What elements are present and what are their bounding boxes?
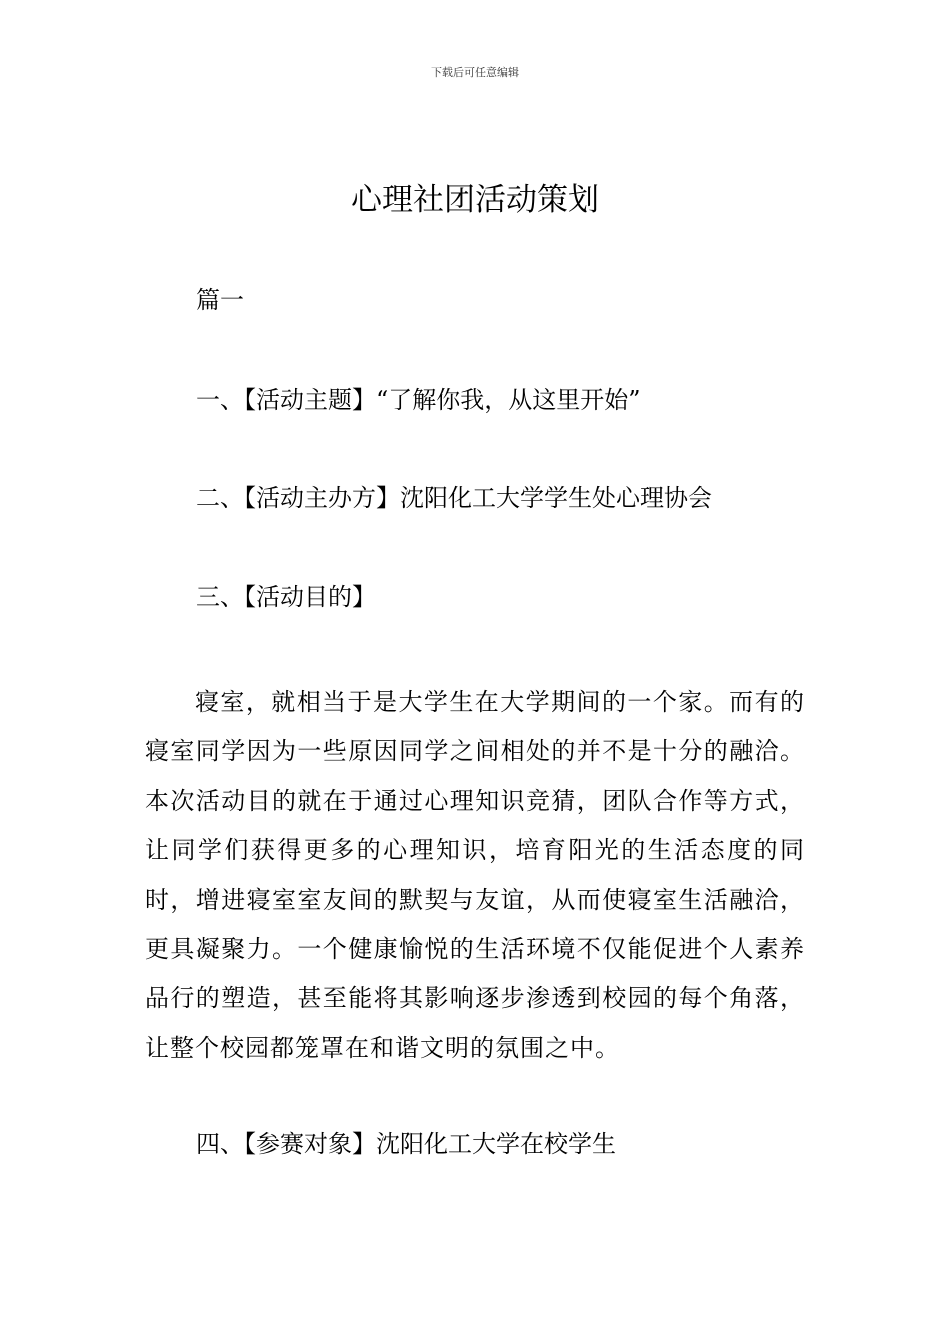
- section-theme: 一、【活动主题】“了解你我，从这里开始”: [196, 386, 641, 414]
- part-label: 篇一: [196, 286, 244, 314]
- page-header-note: 下载后可任意编辑: [431, 66, 519, 79]
- section-participants: 四、【参赛对象】沈阳化工大学在校学生: [196, 1130, 616, 1158]
- document-title: 心理社团活动策划: [351, 182, 599, 218]
- section-organizer: 二、【活动主办方】沈阳化工大学学生处心理协会: [196, 484, 712, 512]
- purpose-paragraph: 寝室，就相当于是大学生在大学期间的一个家。而有的寝室同学因为一些原因同学之间相处的并不是十分的融洽。本次活动目的就在于通过心理知识竞猜，团队合作等方式，让同学们获得更多的心理知识，培育阳光的生活态度的同时，增进寝室室友间的默契与友谊，从而使寝室生活融洽，更具凝聚力。一个健康愉悦的生活环境不仅能促进个人素养品行的塑造，甚至能将其影响逐步渗透到校园的每个角落，让整个校园都笼罩在和谐文明的氛围之中。: [145, 688, 805, 1062]
- section-purpose-heading: 三、【活动目的】: [196, 583, 376, 611]
